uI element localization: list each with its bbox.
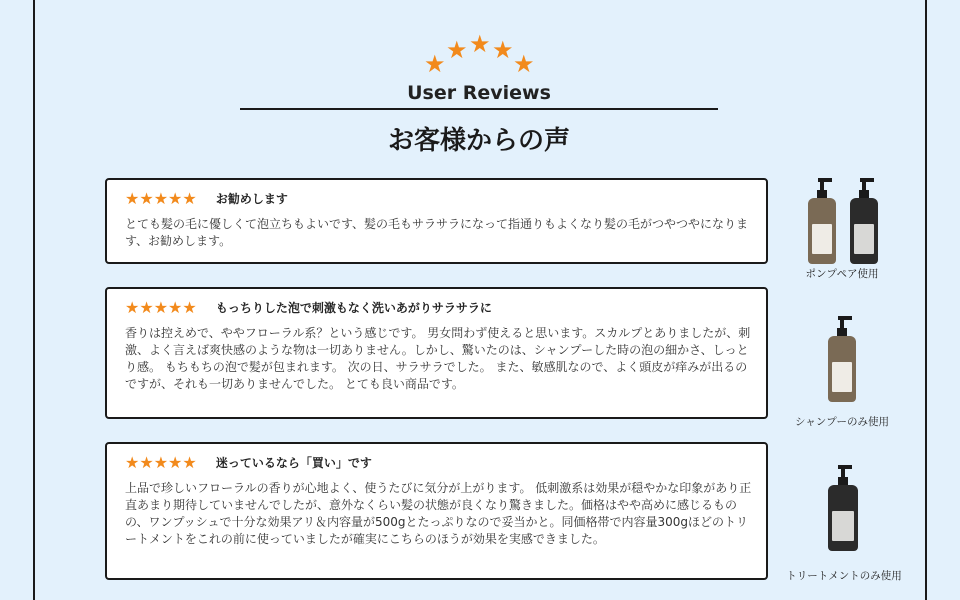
frame-border-left [33,0,35,600]
review-header [125,188,288,206]
shampoo-bottle-image [828,336,856,402]
review-title: 迷っているなら「買い」です [215,455,372,470]
product-label: トリートメントのみ使用 [786,570,902,582]
product-label: ポンプペア使用 [805,268,879,280]
rating-stars: ★★★★★ [125,297,197,317]
treatment-bottle-image [850,198,878,264]
review-card [105,178,768,264]
rating-stars: ★★★★★ [125,452,197,472]
star-icon: ★ [492,36,514,64]
review-header [125,452,372,470]
review-header [125,297,492,315]
header-stars [420,30,540,80]
review-body: とても髪の毛に優しくて泡立ちもよいです、髪の毛もサラサラになって指通りもよくなり髪の毛がつやつやになります、お勧めします。 [125,217,749,248]
review-card [105,442,768,580]
title-divider [240,108,718,110]
star-icon: ★ [446,36,468,64]
review-body: 香りは控えめで、ややフローラル系？という感じです。 男女問わず使えると思います。スカルプとありましたが、刺激、よく言えば爽快感のような物は一切ありません。しかし、驚いたのは、シャンプーした時の泡の細かさ、しっとり感。 もちもちの泡で髪が包まれます。 次の日、サラサラでした。 また、敏感肌なので、よく頭皮が痒みが出るのですが、それも一切ありませんでした。 とても良い商品です。 [125,326,751,391]
shampoo-bottle-image [808,198,836,264]
star-icon: ★ [469,30,491,58]
section-title-jp: お客様からの声 [387,126,570,156]
review-card [105,287,768,419]
product-label: シャンプーのみ使用 [795,416,889,428]
review-body: 上品で珍しいフローラルの香りが心地よく、使うたびに気分が上がります。 低刺激系は効果が穏やかな印象があり正直あまり期待していませんでしたが、意外なくらい髪の状態が良くなり驚きました。価格はやや高めに感じるものの、ワンプッシュで十分な効果アリ＆内容量が500gとたっぷりなので妥当かと。同価格帯で内容量300gほどのトリートメントをこれの前に使っていましたが確実にこちらのほうが効果を実感できました。 [125,481,752,546]
star-icon: ★ [424,50,446,78]
review-title: もっちりした泡で刺激もなく洗いあがりサラサラに [215,300,492,315]
section-title-en: User Reviews [407,82,551,104]
star-icon: ★ [513,50,535,78]
frame-border-right [925,0,927,600]
treatment-bottle-image [828,485,858,551]
review-title: お勧めします [215,191,288,206]
rating-stars: ★★★★★ [125,188,197,208]
